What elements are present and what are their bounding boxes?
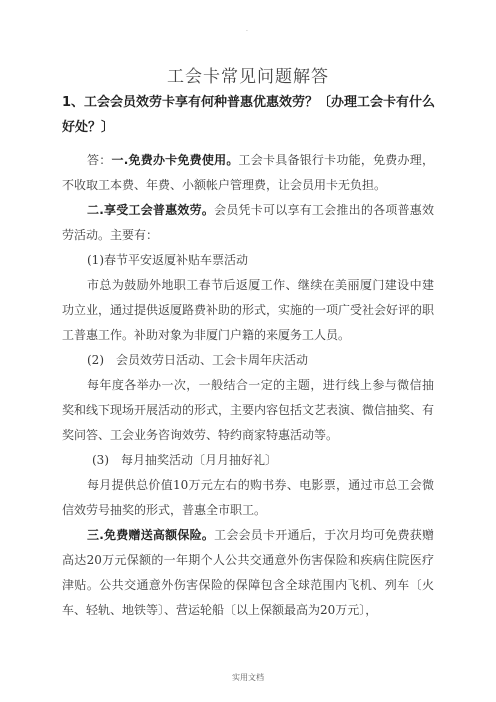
- item-2-title: (2) 会员效劳日活动、工会卡周年庆活动: [87, 353, 308, 367]
- page-title: 工会卡常见问题解答: [167, 67, 329, 87]
- answer-paragraph-3: [62, 523, 434, 623]
- item-1-title: (1)春节平安返厦补贴车票活动: [87, 253, 248, 267]
- answer-2-text: 会员凭卡可以享有工会推出的各项普惠效劳活动。主要有：: [62, 203, 434, 242]
- answer-paragraph-1: [62, 148, 434, 198]
- answer-prefix: 答：: [87, 153, 112, 167]
- answer-paragraph-2: [62, 198, 434, 248]
- item-3-title: (3) 每月抽奖活动〔月月抽好礼〕: [92, 453, 277, 467]
- item-2-text: 每年度各举办一次，一般结合一定的主题，进行线上参与微信抽奖和线下现场开展活动的形式，主要内容包括文艺表演、微信抽奖、有奖问答、工会业务咨询效劳、特约商家特惠活动等。: [62, 378, 435, 442]
- item-3-text: 每月提供总价值10万元左右的购书券、电影票，通过市总工会微信效劳号抽奖的形式，普惠全市职工。: [62, 478, 434, 517]
- answer-3-heading: 三.免费赠送高额保险。: [87, 528, 215, 542]
- answer-1-text: 工会卡具备银行卡功能，免费办理，不收取工本费、年费、小额帐户管理费，让会员用卡无负担。: [62, 153, 434, 192]
- page-footer: 实用文档: [232, 673, 264, 682]
- item-1-text: 市总为鼓励外地职工春节后返厦工作、继续在美丽厦门建设中建功立业，通过提供返厦路费补助的形式，实施的一项广受社会好评的职工普惠工作。补助对象为非厦门户籍的来厦务工人员。: [62, 278, 435, 342]
- answer-3-text: 工会会员卡开通后，于次月均可免费获赠高达20万元保额的一年期个人公共交通意外伤害保险和疾病住院医疗津贴。公共交通意外伤害保险的保障包含全球范围内飞机、列车〔火车、轻轨、地铁等〕、营运轮船〔以上保额最高为20万元〕，: [62, 528, 434, 617]
- answer-2-heading: 二.享受工会普惠效劳。: [87, 203, 215, 217]
- question-heading: 1、工会会员效劳卡享有何种普惠优惠效劳？〔办理工会卡有什么好处？〕: [62, 95, 436, 135]
- header-mark: .: [246, 26, 248, 33]
- answer-1-heading: 一.免费办卡免费使用。: [111, 153, 239, 167]
